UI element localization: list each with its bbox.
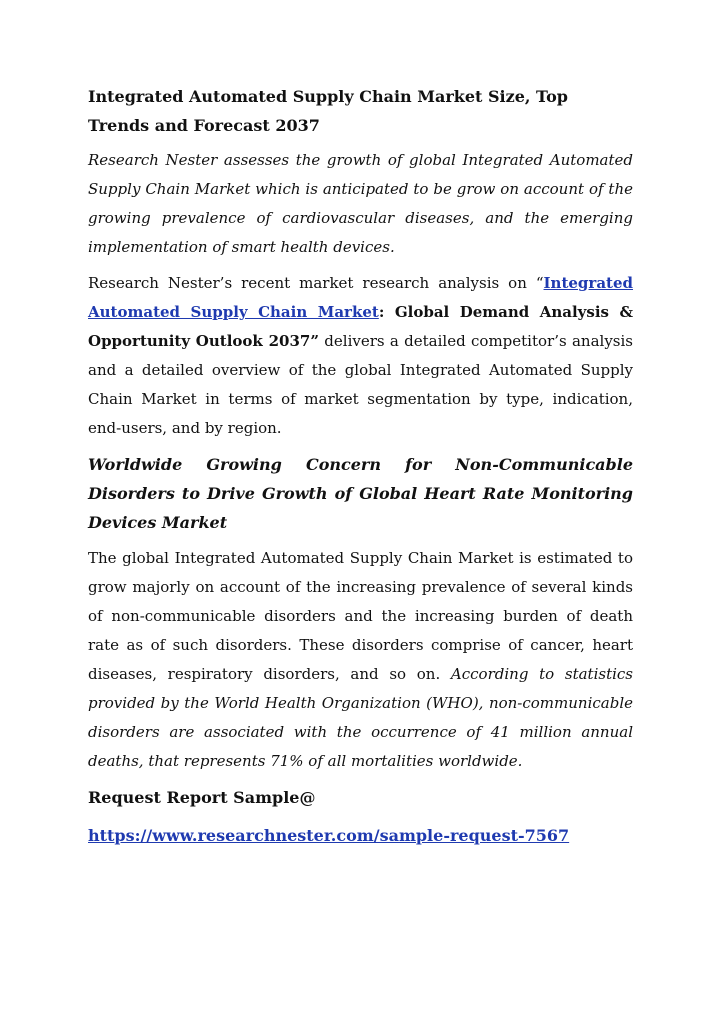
document-title: Integrated Automated Supply Chain Market Size, Top Trends and Forecast 2037 (88, 87, 568, 135)
analysis-report-title: : Global Demand Analysis & Opportunity Outlook 2037” (88, 303, 633, 350)
analysis-rest-text: delivers a detailed competitor’s analysis and a detailed overview of the global Integrated Automated Supply Chain Market in terms of market segmentation by type, indication, end-users, and by region. (88, 332, 634, 437)
analysis-paragraph (88, 269, 633, 443)
sample-request-link[interactable]: https://www.researchnester.com/sample-request-7567 (88, 826, 570, 845)
growth-paragraph (88, 544, 633, 776)
growth-statistics-text: According to statistics provided by the World Health Organization (WHO), non-communicable disorders are associated with the occurrence of 41 million annual deaths, that represents 71% of all mortalities worldwide. (88, 665, 633, 770)
document-body (88, 82, 633, 850)
request-sample-label: Request Report Sample@ (88, 788, 316, 807)
section-subheading: Worldwide Growing Concern for Non-Communicable Disorders to Drive Growth of Global Heart Rate Monitoring Devices Market (88, 455, 633, 532)
intro-paragraph: Research Nester assesses the growth of global Integrated Automated Supply Chain Market which is anticipated to be grow on account of the growing prevalence of cardiovascular diseases, and the emerging implementation of smart health devices. (88, 151, 633, 256)
analysis-lead-text: Research Nester’s recent market research analysis on “ (88, 274, 544, 292)
growth-plain-text: The global Integrated Automated Supply Chain Market is estimated to grow majorly on account of the increasing prevalence of several kinds of non-communicable disorders and the increasing burden of death rate as of such disorders. These disorders comprise of cancer, heart diseases, respiratory disorders, and so on. (88, 549, 633, 683)
market-report-link[interactable]: Integrated Automated Supply Chain Market (88, 274, 633, 321)
